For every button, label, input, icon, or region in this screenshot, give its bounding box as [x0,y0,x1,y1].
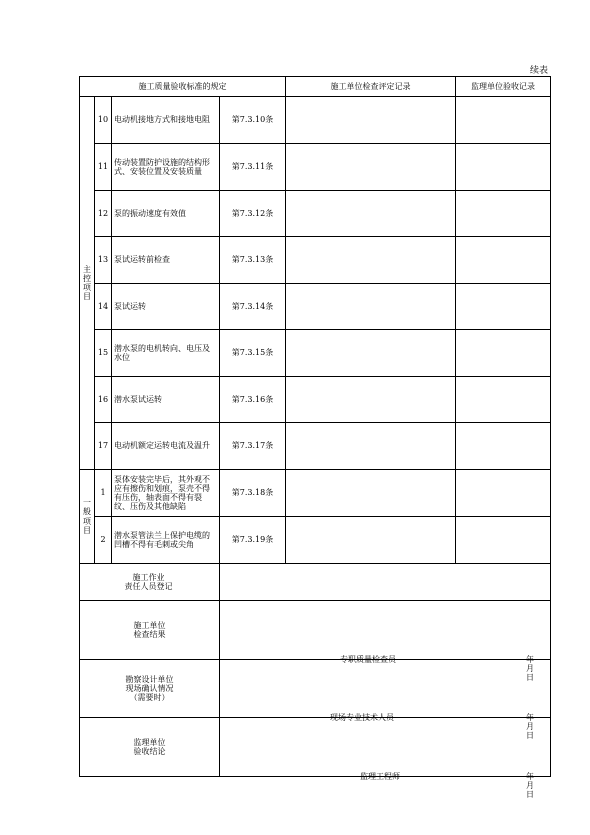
general-item-description: 泵体安装完毕后，其外观不应有擦伤和划痕，泵壳不得有压伤，轴表面不得有裂纹、压伤及其他缺陷 [112,470,220,517]
general-item-contractor-record[interactable] [286,517,456,564]
main-item-clause: 第7.3.17条 [220,423,286,470]
general-item-row [80,470,551,517]
main-item-row [80,423,551,470]
continued-label: 续表 [530,66,549,76]
main-item-clause: 第7.3.14条 [220,284,286,330]
main-item-number: 16 [95,377,112,423]
main-item-description: 潜水泵的电机转向、电压及水位 [112,330,220,377]
contractor-result-row [80,601,551,660]
survey-role: 现场专业技术人员 [330,713,394,722]
main-item-number: 10 [95,97,112,144]
supervisor-row [80,718,551,777]
general-item-row [80,517,551,564]
main-item-number: 13 [95,237,112,284]
main-control-rows [80,97,551,470]
main-item-description: 泵试运转 [112,284,220,330]
main-item-clause: 第7.3.16条 [220,377,286,423]
main-item-contractor-record[interactable] [286,237,456,284]
main-item-supervisor-record[interactable] [456,97,551,144]
main-item-number: 17 [95,423,112,470]
header-contractor-record: 施工单位检查评定记录 [286,77,456,97]
main-item-supervisor-record[interactable] [456,237,551,284]
registration-row [80,564,551,601]
survey-row [80,660,551,718]
main-item-contractor-record[interactable] [286,377,456,423]
acceptance-form-table [79,76,551,800]
registration-field[interactable] [220,564,551,601]
main-item-description: 潜水泵试运转 [112,377,220,423]
main-item-row [80,144,551,191]
supervisor-date: 年 月 日 [526,772,534,800]
contractor-date: 年 月 日 [526,655,534,683]
general-item-contractor-record[interactable] [286,470,456,517]
main-item-contractor-record[interactable] [286,144,456,191]
main-item-clause: 第7.3.15条 [220,330,286,377]
main-item-number: 11 [95,144,112,191]
general-item-description: 潜水泵管法兰上保护电缆的凹槽不得有毛刺或尖角 [112,517,220,564]
main-item-number: 14 [95,284,112,330]
main-item-contractor-record[interactable] [286,191,456,237]
general-rows [80,470,551,564]
main-item-contractor-record[interactable] [286,423,456,470]
general-item-number: 1 [95,470,112,517]
main-item-clause: 第7.3.12条 [220,191,286,237]
main-item-row [80,97,551,144]
main-item-supervisor-record[interactable] [456,330,551,377]
general-item-supervisor-record[interactable] [456,517,551,564]
general-category: 一 般 项 目 [80,470,95,564]
main-control-category: 主 控 项 目 [80,97,95,470]
main-item-description: 传动装置防护设施的结构形式、安装位置及安装质量 [112,144,220,191]
general-item-clause: 第7.3.19条 [220,517,286,564]
supervisor-label: 监理单位 验收结论 [80,718,220,777]
main-item-description: 泵的振动速度有效值 [112,191,220,237]
general-item-number: 2 [95,517,112,564]
main-item-clause: 第7.3.10条 [220,97,286,144]
main-item-row [80,191,551,237]
main-item-row [80,237,551,284]
supervisor-field[interactable] [220,718,551,800]
main-item-number: 12 [95,191,112,237]
main-item-contractor-record[interactable] [286,330,456,377]
main-item-clause: 第7.3.11条 [220,144,286,191]
main-item-supervisor-record[interactable] [456,191,551,237]
header-row [80,77,551,97]
main-item-row [80,284,551,330]
header-supervisor-record: 监理单位验收记录 [456,77,551,97]
header-standard: 施工质量验收标准的规定 [80,77,286,97]
main-item-clause: 第7.3.13条 [220,237,286,284]
main-item-description: 电动机接地方式和接地电阻 [112,97,220,144]
contractor-result-label: 施工单位 检查结果 [80,601,220,660]
registration-label: 施工作业 责任人员登记 [80,564,220,601]
contractor-result-field[interactable] [220,601,551,683]
general-item-clause: 第7.3.18条 [220,470,286,517]
main-item-description: 泵试运转前检查 [112,237,220,284]
main-item-supervisor-record[interactable] [456,377,551,423]
main-item-row [80,377,551,423]
survey-label: 勘察设计单位 现场确认情况 （需要时） [80,660,220,718]
survey-date: 年 月 日 [526,713,534,741]
contractor-role: 专职质量检查员 [340,655,396,664]
main-item-number: 15 [95,330,112,377]
main-item-contractor-record[interactable] [286,97,456,144]
general-item-supervisor-record[interactable] [456,470,551,517]
main-item-supervisor-record[interactable] [456,144,551,191]
supervisor-role: 监理工程师 [360,772,400,781]
survey-field[interactable] [220,660,551,741]
main-item-contractor-record[interactable] [286,284,456,330]
main-item-supervisor-record[interactable] [456,284,551,330]
main-item-supervisor-record[interactable] [456,423,551,470]
main-item-row [80,330,551,377]
main-item-description: 电动机额定运转电流及温升 [112,423,220,470]
